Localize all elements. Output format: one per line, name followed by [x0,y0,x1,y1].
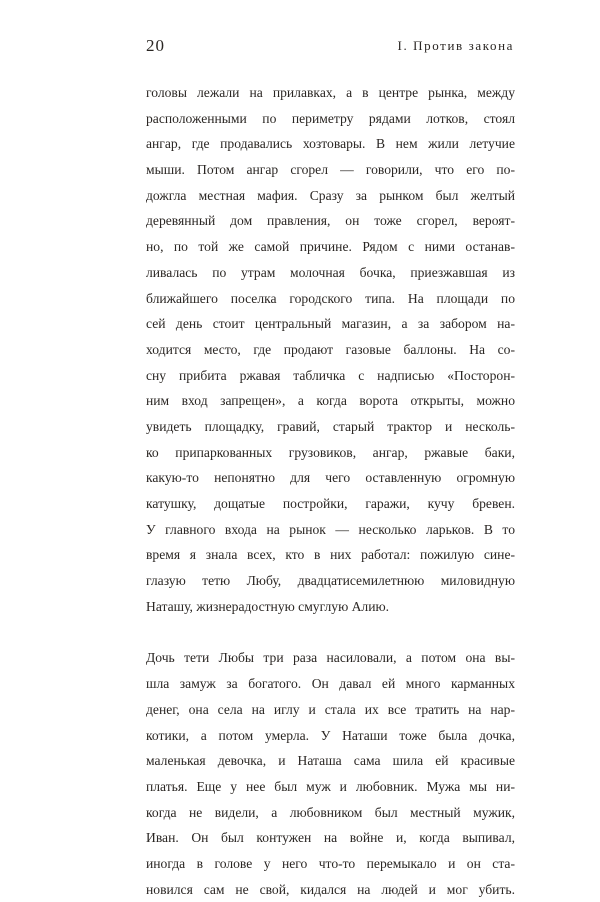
text-line: дожгла местная мафия. Сразу за рынком был желтый [146,187,515,203]
text-line: котики, а потом умерла. У Наташи тоже была дочка, [146,727,515,743]
text-line: Дочь тети Любы три раза насиловали, а потом она вы- [146,650,515,666]
text-line: маленькая девочка, и Наташа сама шила ей красивые [146,753,515,769]
text-line: У главного входа на рынок — несколько ларьков. В то [146,521,515,537]
paragraph-1 [146,80,515,619]
text-line: когда не видели, а любовником был местный мужик, [146,804,515,820]
paragraph-gap [146,619,515,645]
text-line: но, по той же самой причине. Рядом с ними останав- [146,239,515,255]
text-line: платья. Еще у нее был муж и любовник. Мужа мы ни- [146,778,515,794]
text-line: Наташу, жизнерадостную смуглую Алию. [146,598,390,614]
text-line: денег, она села на иглу и стала их все тратить на нар- [146,701,515,717]
text-line: какую-то непонятно для чего оставленную огромную [146,470,515,486]
text-line: ближайшего поселка городского типа. На площади по [146,290,515,306]
text-line: ко припаркованных грузовиков, ангар, ржавые баки, [146,444,515,460]
paragraph-2 [146,645,515,902]
text-line: головы лежали на прилавках, а в центре рынка, между [146,85,515,100]
text-line: ливалась по утрам молочная бочка, приезжавшая из [146,264,515,280]
page-number: 20 [146,36,165,55]
text-line: деревянный дом правления, он тоже сгорел, вероят- [146,213,515,229]
text-line: увидеть площадку, гравий, старый трактор и несколь- [146,418,515,434]
text-line: шла замуж за богатого. Он давал ей много карманных [146,676,515,692]
text-line: катушку, дощатые постройки, гаражи, кучу бревен. [146,496,515,511]
text-line: ходится место, где продают газовые баллоны. На со- [146,341,515,357]
text-line: мыши. Потом ангар сгорел — говорили, что его по- [146,162,515,178]
text-line: новился сам не свой, кидался на людей и мог убить. [146,881,515,897]
text-line: расположенными по периметру рядами лотков, стоял [146,110,515,126]
running-head: I. Против закона [397,38,514,53]
body-text [146,80,515,902]
text-line: время я знала всех, кто в них работал: пожилую сине- [146,547,515,563]
text-line: сну прибита ржавая табличка с надписью «Посторон- [146,367,515,383]
text-line: иногда в голове у него что-то перемыкало и он ста- [146,855,515,871]
text-line: ангар, где продавались хозтовары. В нем жили летучие [146,136,515,152]
text-line: сей день стоит центральный магазин, а за забором на- [146,316,515,332]
text-line: ним вход запрещен», а когда ворота открыты, можно [146,393,515,409]
text-line: Иван. Он был контужен на войне и, когда выпивал, [146,830,515,846]
text-line: глазую тетю Любу, двадцатисемилетнюю миловидную [146,573,515,589]
